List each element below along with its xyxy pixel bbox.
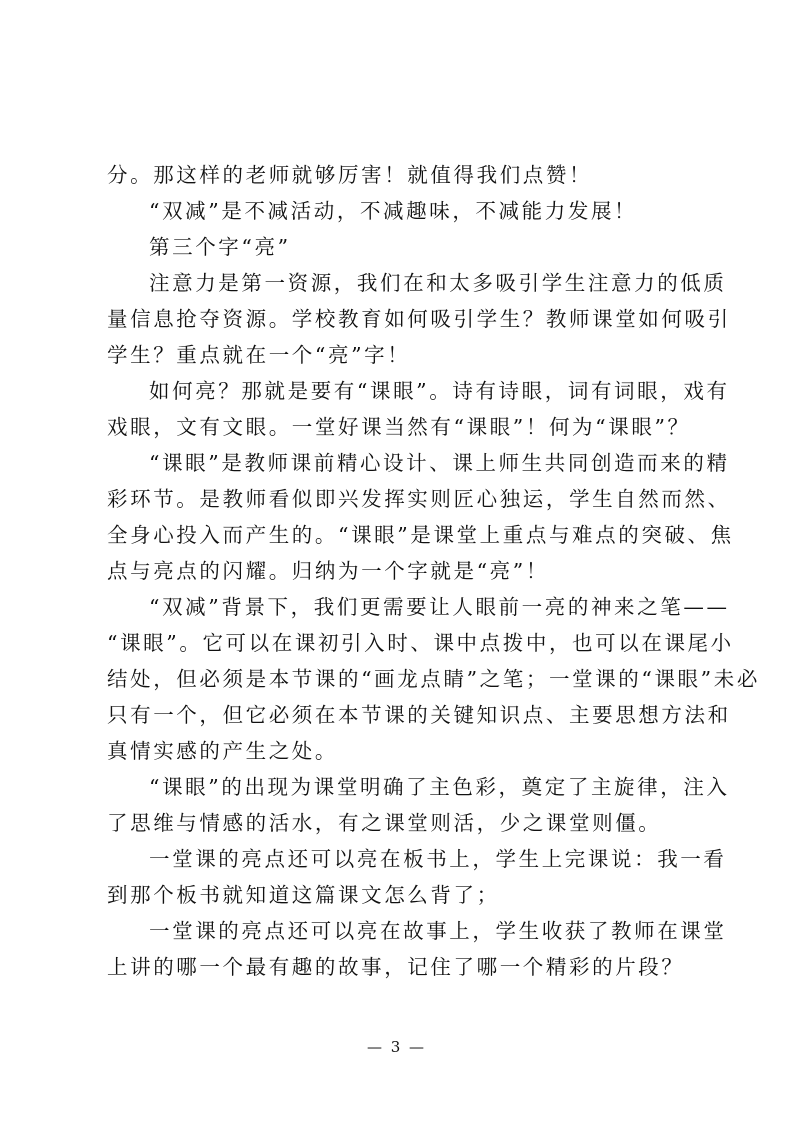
text-line: “课眼”的出现为课堂明确了主色彩，奠定了主旋律，注入 xyxy=(149,775,730,799)
text-line: 如何亮？那就是要有“课眼”。诗有诗眼，词有词眼，戏有 xyxy=(149,379,730,403)
text-line: 一堂课的亮点还可以亮在板书上，学生上完课说：我一看 xyxy=(149,847,727,871)
text-line: 上讲的哪一个最有趣的故事，记住了哪一个精彩的片段？ xyxy=(107,955,685,979)
paragraph xyxy=(107,373,730,445)
text-line: 到那个板书就知道这篇课文怎么背了； xyxy=(107,883,500,907)
paragraph xyxy=(107,913,727,985)
body-text xyxy=(107,157,760,985)
paragraph xyxy=(107,157,687,193)
paragraph xyxy=(107,193,687,229)
page-number: — 3 — xyxy=(366,1038,427,1056)
paragraph xyxy=(107,841,727,913)
text-line: “课眼”是教师课前精心设计、课上师生共同创造而来的精 xyxy=(149,451,730,475)
text-line: 分。那这样的老师就够厉害！就值得我们点赞！ xyxy=(107,163,593,187)
text-line: “双减”背景下，我们更需要让人眼前一亮的神来之笔—— xyxy=(149,595,730,619)
text-line: 结处，但必须是本节课的“画龙点睛”之笔；一堂课的“课眼”未必 xyxy=(107,667,760,691)
paragraph xyxy=(107,445,734,589)
text-line: 量信息抢夺资源。学校教育如何吸引学生？教师课堂如何吸引 xyxy=(107,307,731,331)
paragraph xyxy=(107,265,731,373)
text-line: 点与亮点的闪耀。归纳为一个字就是“亮”！ xyxy=(107,559,549,583)
paragraph xyxy=(107,589,760,769)
text-line: 全身心投入而产生的。“课眼”是课堂上重点与难点的突破、焦 xyxy=(107,523,734,547)
text-line: 学生？重点就在一个“亮”字！ xyxy=(107,343,411,367)
text-line: “双减”是不减活动，不减趣味，不减能力发展！ xyxy=(149,199,638,223)
text-line: 真情实感的产生之处。 xyxy=(107,739,338,763)
text-line: 只有一个，但它必须在本节课的关键知识点、主要思想方法和 xyxy=(107,703,731,727)
text-line: 彩环节。是教师看似即兴发挥实则匠心独运，学生自然而然、 xyxy=(107,487,731,511)
text-line: “课眼”。它可以在课初引入时、课中点拨中，也可以在课尾小 xyxy=(107,631,734,655)
paragraph xyxy=(107,769,730,841)
text-line: 注意力是第一资源，我们在和太多吸引学生注意力的低质 xyxy=(149,271,727,295)
text-line: 第三个字“亮” xyxy=(149,235,291,259)
text-line: 戏眼，文有文眼。一堂好课当然有“课眼”！何为“课眼”？ xyxy=(107,415,691,439)
text-line: 了思维与情感的活水，有之课堂则活，少之课堂则僵。 xyxy=(107,811,662,835)
paragraph xyxy=(107,229,687,265)
text-line: 一堂课的亮点还可以亮在故事上，学生收获了教师在课堂 xyxy=(149,919,727,943)
